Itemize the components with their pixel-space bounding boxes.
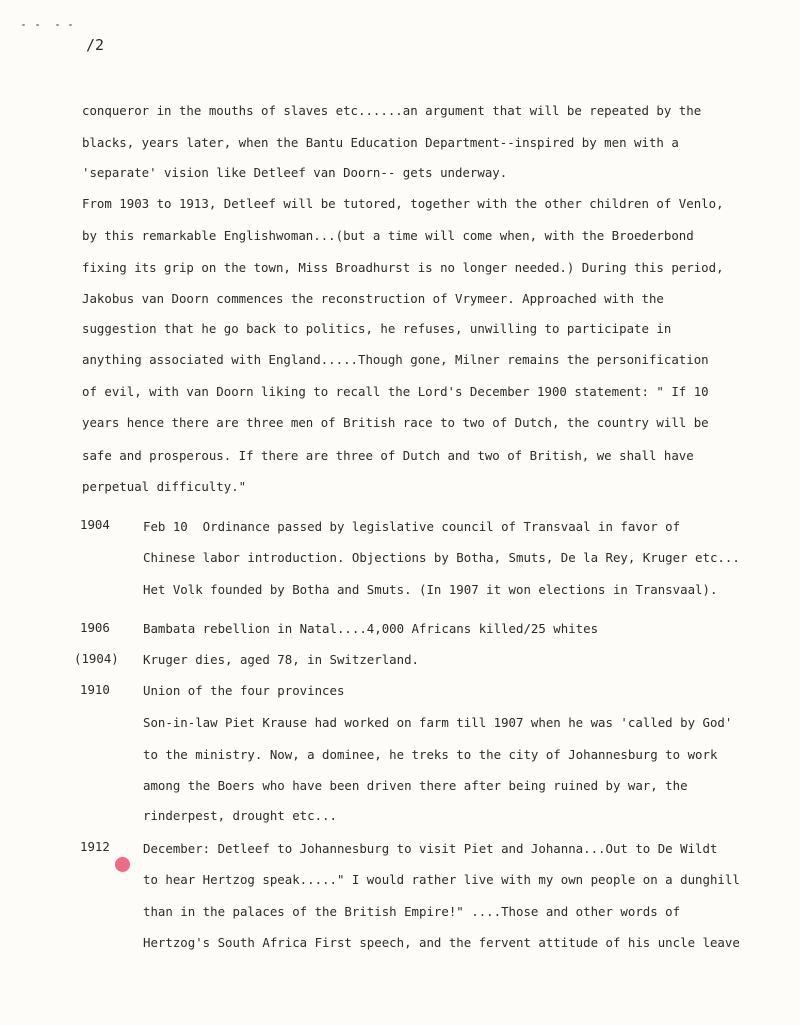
paragraph-line: anything associated with England.....Though gone, Milner remains the personification: [82, 352, 709, 367]
page-number: /2: [86, 36, 105, 54]
entry-line: Feb 10 Ordinance passed by legislative council of Transvaal in favor of: [143, 519, 681, 534]
paragraph-line: by this remarkable Englishwoman...(but a time will come when, with the Broederbond: [82, 228, 694, 243]
paragraph-line: safe and prosperous. If there are three of Dutch and two of British, we shall have: [82, 448, 694, 463]
entry-line: Son-in-law Piet Krause had worked on farm till 1907 when he was 'called by God': [143, 715, 733, 730]
entry-year: 1910: [80, 682, 110, 697]
entry-line: Union of the four provinces: [143, 683, 345, 698]
paragraph-line: perpetual difficulty.": [82, 479, 247, 494]
entry-year: 1906: [80, 620, 110, 635]
entry-line: Het Volk founded by Botha and Smuts. (In 1907 it won elections in Transvaal).: [143, 582, 718, 597]
paragraph-line: From 1903 to 1913, Detleef will be tutored, together with the other children of Venlo,: [82, 196, 724, 211]
entry-line: rinderpest, drought etc...: [143, 808, 337, 823]
paragraph-line: 'separate' vision like Detleef van Doorn-- gets underway.: [82, 165, 508, 180]
entry-line: Hertzog's South Africa First speech, and the fervent attitude of his uncle leave: [143, 935, 740, 950]
entry-year: 1912: [80, 839, 110, 854]
entry-line: than in the palaces of the British Empire!" ....Those and other words of: [143, 904, 681, 919]
entry-year: (1904): [74, 651, 119, 666]
paragraph-line: conqueror in the mouths of slaves etc......an argument that will be repeated by the: [82, 103, 702, 118]
paragraph-line: years hence there are three men of British race to two of Dutch, the country will be: [82, 415, 709, 430]
entry-line: to the ministry. Now, a dominee, he treks to the city of Johannesburg to work: [143, 747, 718, 762]
entry-line: Bambata rebellion in Natal....4,000 Africans killed/25 whites: [143, 621, 599, 636]
paragraph-line: suggestion that he go back to politics, he refuses, unwilling to participate in: [82, 321, 672, 336]
paragraph-line: of evil, with van Doorn liking to recall the Lord's December 1900 statement: " If 10: [82, 384, 709, 399]
entry-line: to hear Hertzog speak....." I would rather live with my own people on a dunghill: [143, 872, 740, 887]
entry-year: 1904: [80, 517, 110, 532]
red-ink-dot: [115, 857, 130, 872]
entry-line: among the Boers who have been driven there after being ruined by war, the: [143, 778, 688, 793]
paragraph-line: fixing its grip on the town, Miss Broadhurst is no longer needed.) During this period,: [82, 260, 724, 275]
entry-line: Chinese labor introduction. Objections by Botha, Smuts, De la Rey, Kruger etc...: [143, 550, 740, 565]
paragraph-line: Jakobus van Doorn commences the reconstruction of Vrymeer. Approached with the: [82, 291, 664, 306]
paragraph-line: blacks, years later, when the Bantu Education Department--inspired by men with a: [82, 135, 679, 150]
ink-smudge: [22, 24, 72, 30]
entry-line: Kruger dies, aged 78, in Switzerland.: [143, 652, 420, 667]
entry-line: December: Detleef to Johannesburg to visit Piet and Johanna...Out to De Wildt: [143, 841, 718, 856]
